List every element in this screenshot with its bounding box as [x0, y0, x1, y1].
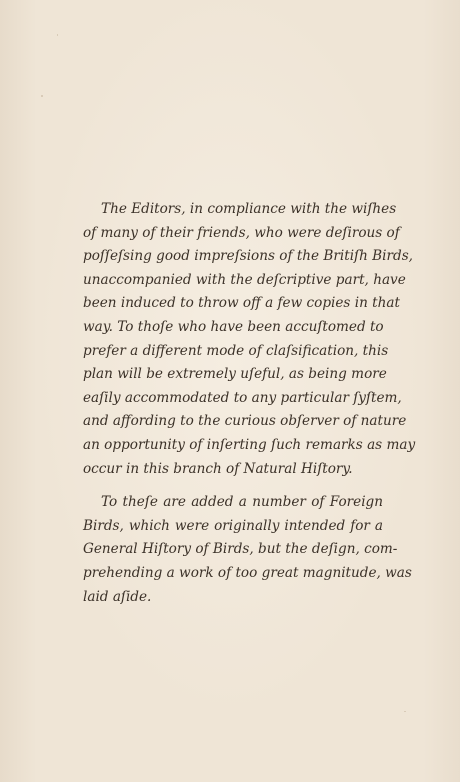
text-line: laid aſide.	[83, 588, 152, 605]
preface-text	[83, 198, 416, 609]
text-line: occur in this branch of Natural Hiſtory.	[83, 460, 353, 477]
paragraph-2	[83, 491, 412, 609]
text-line: unaccompanied with the deſcriptive part, have	[83, 271, 406, 288]
text-line: plan will be extremely uſeful, as being more	[83, 366, 387, 383]
text-line: been induced to throw off a few copies in that	[83, 295, 400, 312]
text-line: Birds, which were originally intended for a	[83, 517, 383, 534]
text-line: To theſe are added a number of Foreign	[101, 494, 383, 511]
text-line: prehending a work of too great magnitude, was	[83, 564, 412, 581]
text-line: an opportunity of inſerting ſuch remarks as may	[83, 436, 416, 453]
text-line: and affording to the curious obſerver of nature	[83, 413, 407, 430]
text-line: way. To thoſe who have been accuſtomed to	[83, 318, 384, 335]
paper-fleck	[404, 711, 406, 712]
paper-fleck	[41, 95, 43, 97]
text-line: poſſeſsing good impreſsions of the Britiſh Birds,	[83, 248, 414, 265]
text-line: The Editors, in compliance with the wiſhes	[101, 201, 397, 217]
paragraph-1	[83, 198, 416, 481]
text-line: eaſily accommodated to any particular ſyſtem,	[83, 389, 402, 406]
paragraph-gap	[83, 481, 383, 491]
text-line: General Hiſtory of Birds, but the deſign, com-	[83, 541, 398, 558]
text-line: prefer a different mode of claſsification, this	[83, 342, 389, 359]
text-line: of many of their friends, who were deſirous of	[83, 224, 400, 241]
paper-fleck	[57, 34, 58, 36]
